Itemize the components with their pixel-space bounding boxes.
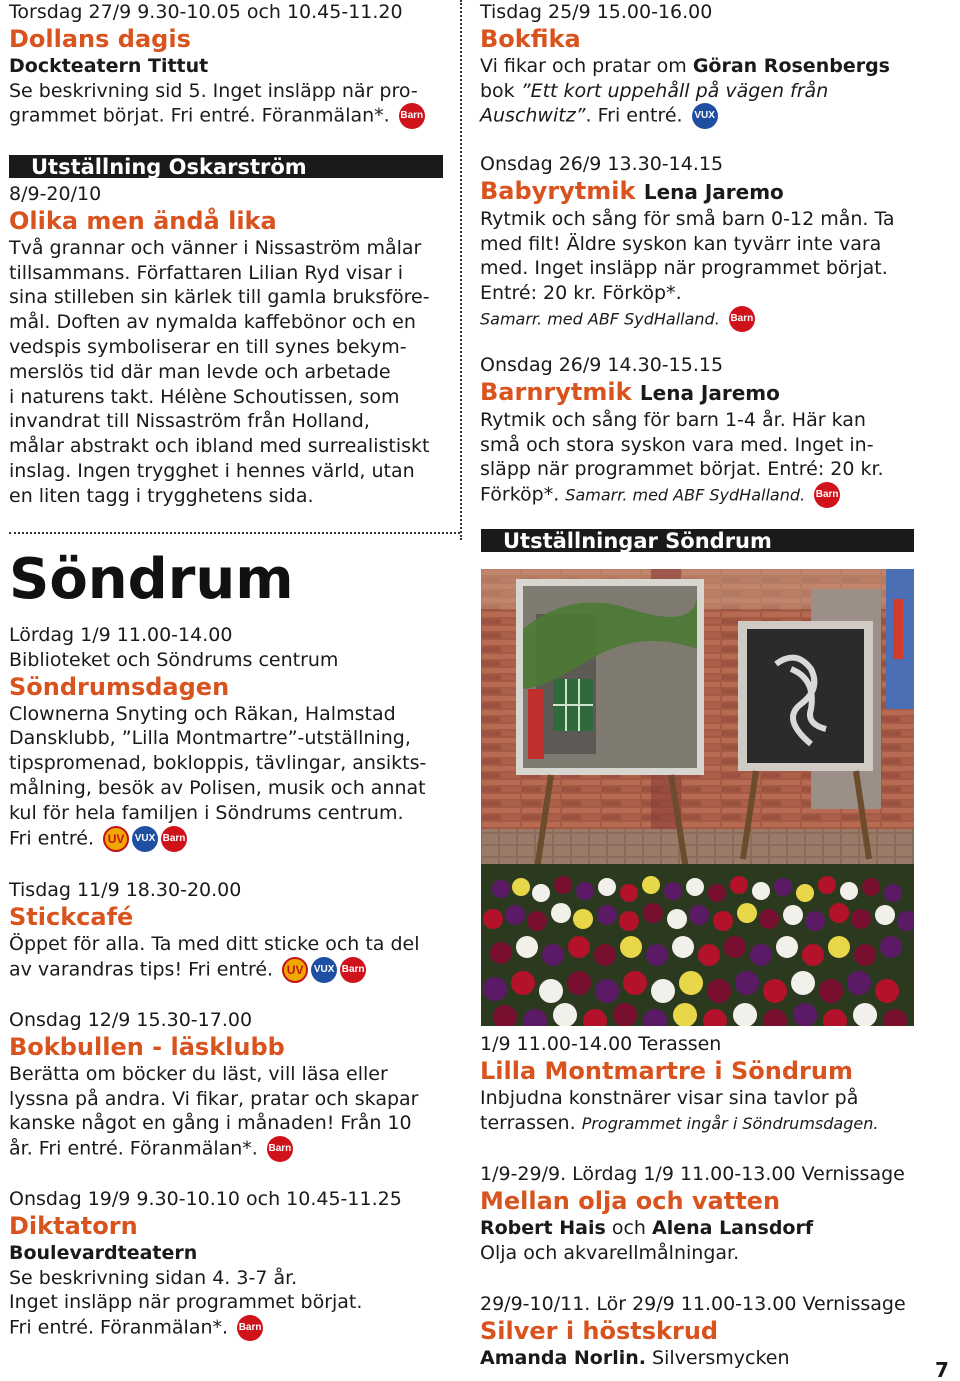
column-divider [460,0,462,540]
barn-badge: Barn [729,306,755,332]
event-date: Onsdag 19/9 9.30-10.10 och 10.45-11.25 [9,1188,402,1210]
event-text: Entré: 20 kr. Förköp*. [480,282,682,305]
event-title: Olika men ändå lika [9,206,277,235]
event-date: 8/9-20/10 [9,183,102,205]
event-text: Dansklubb, ”Lilla Montmartre”-utställning, [9,727,411,750]
event-text: Se beskrivning sidan 4. 3-7 år. [9,1266,298,1289]
event-artists: Robert Hais och Alena Lansdorf [480,1216,814,1239]
event-person: Lena Jaremo [639,380,780,405]
event-text: Auschwitz”. Fri entré. VUX [480,103,920,129]
event-text: Inget insläpp när programmet börjat. [9,1291,363,1314]
event-olika-men-anda-lika [9,182,449,509]
event-lilla-montmartre [480,1032,920,1136]
event-text: vedspis symboliserar en till synes bekym- [9,335,407,358]
event-text: Rytmik och sång för små barn 0-12 mån. Ta [480,207,895,230]
event-text: av varandras tips! Fri entré. UV VUX Barn [9,957,449,983]
event-date: Lördag 1/9 11.00-14.00 [9,624,233,646]
event-text: inslag. Ingen trygghet i hennes värld, utan [9,459,415,482]
section-divider [9,532,460,534]
event-bokfika [480,0,920,129]
event-text: merslös tid där man levde och arbetade [9,360,391,383]
event-sondrumsdagen [9,623,449,852]
event-title: Bokbullen - läsklubb [9,1032,285,1061]
event-title: Lilla Montmartre i Söndrum [480,1056,853,1085]
event-date: Tisdag 11/9 18.30-20.00 [9,879,242,901]
event-subtitle: Dockteatern Tittut [9,54,209,77]
event-title: Söndrumsdagen [9,672,230,701]
event-text: i naturens takt. Hélène Schoutissen, som [9,385,400,408]
event-text: år. Fri entré. Föranmälan*. Barn [9,1136,449,1162]
event-text: Olja och akvarellmålningar. [480,1241,740,1264]
event-text: mål. Doften av nymalda kaffebönor och en [9,311,416,334]
event-text: Fri entré. UV VUX Barn [9,826,449,852]
event-text: små och stora syskon vara med. Inget in- [480,433,874,456]
event-text: kul för hela familjen i Söndrums centrum. [9,801,404,824]
event-bokbullen [9,1008,449,1162]
barn-badge: Barn [161,826,187,852]
vux-badge: VUX [692,103,718,129]
event-date: Tisdag 25/9 15.00-16.00 [480,1,713,23]
event-text: en liten tagg i trygghetens sida. [9,484,314,507]
event-stickcafe [9,878,449,983]
event-babyrytmik [480,152,920,332]
vux-badge: VUX [132,826,158,852]
event-date: Onsdag 12/9 15.30-17.00 [9,1009,253,1031]
event-text: Berätta om böcker du läst, vill läsa eller [9,1062,388,1085]
event-place: Biblioteket och Söndrums centrum [9,648,339,671]
barn-badge: Barn [399,103,425,129]
event-date: 29/9-10/11. Lör 29/9 11.00-13.00 Vernissage [480,1293,906,1315]
event-date: Torsdag 27/9 9.30-10.05 och 10.45-11.20 [9,1,403,23]
event-title: Silver i höstskrud [480,1316,719,1345]
vux-badge: VUX [311,957,337,983]
event-title: Dollans dagis [9,24,191,53]
event-text: Clownerna Snyting och Räkan, Halmstad [9,702,396,725]
event-text: Se beskrivning sid 5. Inget insläpp när pro- [9,79,418,102]
event-date: Onsdag 26/9 14.30-15.15 [480,354,724,376]
event-text: bok ”Ett kort uppehåll på vägen från [480,79,829,102]
event-date: Onsdag 26/9 13.30-14.15 [480,153,724,175]
event-text: med. Inget insläpp när programmet börjat. [480,257,888,280]
event-text: Samarr. med ABF SydHalland. Barn [480,306,920,332]
event-person: Lena Jaremo [643,179,784,204]
event-title: Diktatorn [9,1211,138,1240]
event-title: Barnrytmik Lena Jaremo [480,377,780,406]
event-mellan-olja-och-vatten [480,1162,920,1265]
event-title: Mellan olja och vatten [480,1186,781,1215]
barn-badge: Barn [237,1315,263,1341]
event-text: Amanda Norlin. Silversmycken [480,1346,790,1369]
uv-badge: UV [103,826,129,852]
event-text: grammet börjat. Fri entré. Föranmälan*. Barn [9,103,449,129]
section-heading-sondrum: Söndrum [9,547,294,612]
uv-badge: UV [282,957,308,983]
event-text: Öppet för alla. Ta med ditt sticke och ta del [9,932,420,955]
event-text: invandrat till Nissaström från Holland, [9,410,370,433]
event-text: Två grannar och vänner i Nissaström målar [9,236,422,259]
event-title: Babyrytmik Lena Jaremo [480,176,784,205]
event-text: lyssna på andra. Vi fikar, pratar och skapar [9,1087,419,1110]
event-text: Förköp*. Samarr. med ABF SydHalland. Barn [480,482,920,508]
event-text: släpp när programmet börjat. Entré: 20 kr. [480,458,884,481]
event-text: Inbjudna konstnärer visar sina tavlor på [480,1086,859,1109]
event-subtitle: Boulevardteatern [9,1241,198,1264]
event-barnrytmik [480,353,920,508]
barn-badge: Barn [267,1136,293,1162]
page-number: 7 [935,1358,949,1381]
event-text: målning, besök av Polisen, musik och annat [9,776,426,799]
event-title: Stickcafé [9,902,134,931]
event-text: tipspromenad, bokloppis, tävlingar, ansikts- [9,752,427,775]
exhibit-bar-sondrum: Utställningar Söndrum [481,529,914,552]
event-text: tillsammans. Författaren Lilian Ryd visar i [9,261,404,284]
event-text: med filt! Äldre syskon kan tyvärr inte vara [480,232,882,255]
event-date: 1/9-29/9. Lördag 1/9 11.00-13.00 Vernissage [480,1163,905,1185]
exhibition-photo [481,569,914,1026]
event-date: 1/9 11.00-14.00 Terassen [480,1033,722,1055]
barn-badge: Barn [340,957,366,983]
event-silver-i-hostskrud [480,1292,920,1371]
event-diktatorn [9,1187,449,1341]
event-text: sina stilleben sin kärlek till gamla bruksföre- [9,286,430,309]
event-text: kanske något en gång i månaden! Från 10 [9,1112,412,1135]
event-text: terrassen. Programmet ingår i Söndrumsdagen. [480,1111,879,1134]
barn-badge: Barn [814,482,840,508]
event-dollans-dagis [9,0,449,129]
event-text: Fri entré. Föranmälan*. Barn [9,1315,449,1341]
exhibit-bar-oskarstrom: Utställning Oskarström [9,155,443,178]
event-text: Vi fikar och pratar om Göran Rosenbergs [480,54,890,77]
event-title: Bokfika [480,24,581,53]
event-text: Rytmik och sång för barn 1-4 år. Här kan [480,408,866,431]
event-text: målar abstrakt och ibland med surrealistiskt [9,435,430,458]
